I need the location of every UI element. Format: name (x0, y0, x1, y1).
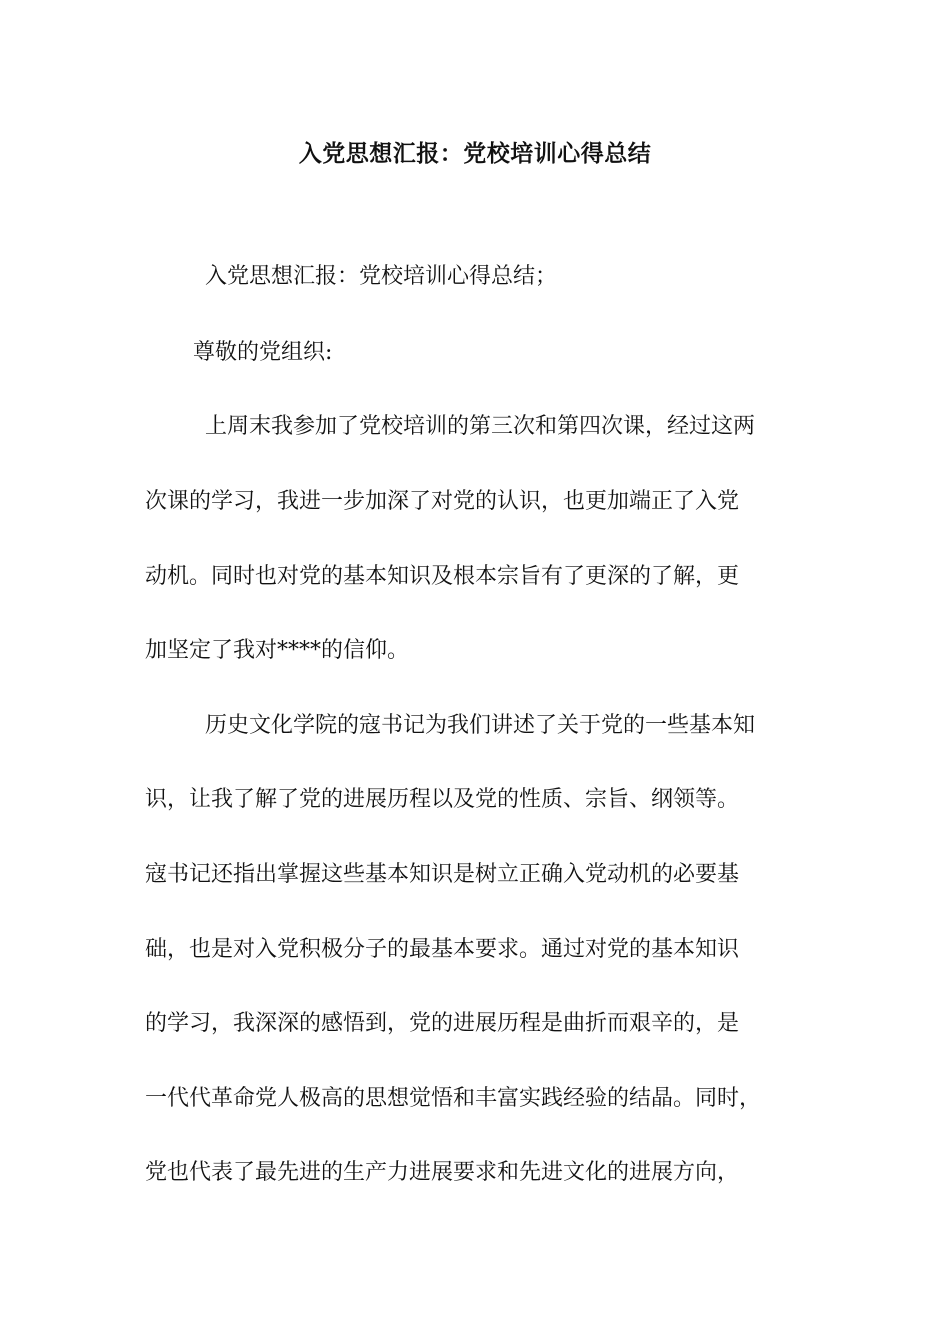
paragraph-line: 上周末我参加了党校培训的第三次和第四次课，经过这两 (205, 414, 756, 439)
paragraph-line: 寇书记还指出掌握这些基本知识是树立正确入党动机的必要基 (145, 862, 740, 887)
paragraph-line: 识，让我了解了党的进展历程以及党的性质、宗旨、纲领等。 (145, 787, 740, 812)
paragraph-line: 入党思想汇报：党校培训心得总结； (205, 264, 558, 289)
paragraph-line: 动机。同时也对党的基本知识及根本宗旨有了更深的了解，更 (145, 564, 740, 589)
paragraph-line: 础，也是对入党积极分子的最基本要求。通过对党的基本知识 (145, 937, 740, 962)
paragraph-line: 加坚定了我对****的信仰。 (145, 638, 410, 663)
paragraph-line: 党也代表了最先进的生产力进展要求和先进文化的进展方向， (145, 1160, 740, 1185)
salutation-line: 尊敬的党组织: (193, 340, 333, 365)
paragraph-line: 一代代革命党人极高的思想觉悟和丰富实践经验的结晶。同时， (145, 1086, 762, 1111)
document-title: 入党思想汇报：党校培训心得总结 (298, 140, 652, 167)
paragraph-line: 的学习，我深深的感悟到，党的进展历程是曲折而艰辛的，是 (145, 1011, 740, 1036)
paragraph-line: 次课的学习，我进一步加深了对党的认识，也更加端正了入党 (145, 489, 740, 514)
paragraph-line: 历史文化学院的寇书记为我们讲述了关于党的一些基本知 (205, 713, 756, 738)
